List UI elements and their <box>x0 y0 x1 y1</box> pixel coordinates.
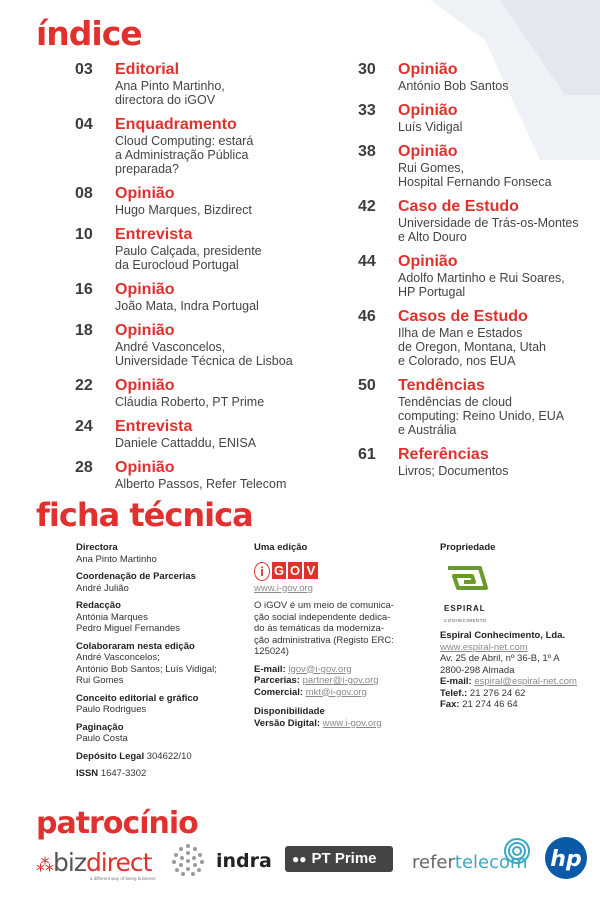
index-entry[interactable] <box>358 60 588 93</box>
section-description: Alberto Passos, Refer Telecom <box>115 477 287 491</box>
igov-site-link[interactable]: www.i-gov.org <box>254 582 313 594</box>
index-entry-body <box>398 252 588 299</box>
ptprime-logo <box>285 846 393 872</box>
section-description: João Mata, Indra Portugal <box>115 299 259 313</box>
page-number: 16 <box>75 281 93 298</box>
section-title: Casos de Estudo <box>398 308 528 325</box>
sponsor-dots-logo-icon <box>170 842 206 878</box>
section-title: Opinião <box>398 61 458 78</box>
igov-logo-letter: V <box>304 562 318 579</box>
index-entry-body <box>115 184 345 217</box>
page-number: 04 <box>75 116 93 133</box>
espiral-logo <box>444 564 595 627</box>
section-title: Referências <box>398 446 489 463</box>
page-number: 10 <box>75 226 93 243</box>
telefone-value: 21 276 24 62 <box>469 687 526 699</box>
sponsors-row <box>30 836 590 886</box>
section-description: Adolfo Martinho e Rui Soares, HP Portugal <box>398 271 565 299</box>
index-entry-body <box>398 60 588 93</box>
igov-email-row <box>254 664 429 676</box>
page-number: 08 <box>75 185 93 202</box>
section-description: Cloud Computing: estará a Administração Pública preparada? <box>115 134 254 176</box>
index-entry-body <box>398 101 588 134</box>
telefone-label: Telef.: <box>440 687 468 699</box>
staff-role: Redacção <box>76 600 121 611</box>
index-entry[interactable] <box>75 184 345 217</box>
staff-block <box>76 722 256 745</box>
page-number: 44 <box>358 253 376 270</box>
igov-logo-letter: G <box>273 562 285 578</box>
section-description: Luís Vidigal <box>398 120 463 134</box>
page-number: 22 <box>75 377 93 394</box>
section-title: Opinião <box>115 459 175 476</box>
igov-description: O iGOV é um meio de comunica- ção social independente dedica- do às temáticas da moderniza- ção administrativa (Registo ERC: 125024) <box>254 600 394 657</box>
section-description: Paulo Calçada, presidente da Eurocloud Portugal <box>115 244 262 272</box>
company-name: Espiral Conhecimento, Lda. <box>440 630 566 641</box>
index-entry[interactable] <box>358 101 588 134</box>
section-title: Opinião <box>398 253 458 270</box>
fax-row <box>440 699 595 711</box>
section-title: Opinião <box>398 143 458 160</box>
page-number: 18 <box>75 322 93 339</box>
hp-logo-text: hp <box>550 847 582 872</box>
section-title: Entrevista <box>115 418 193 435</box>
bizdirect-logo-part: biz <box>53 848 86 877</box>
patrocinio-heading: patrocínio <box>36 806 198 841</box>
index-entry-body <box>398 197 588 244</box>
disponibilidade-label: Disponibilidade <box>254 706 325 717</box>
espiral-logo-word: ESPIRAL <box>444 604 486 613</box>
staff-role: Conceito editorial e gráfico <box>76 692 199 704</box>
deposito-legal <box>76 751 256 763</box>
staff-block <box>76 542 256 565</box>
index-entry-body <box>115 115 345 176</box>
page-number: 33 <box>358 102 376 119</box>
staff-role: Paginação <box>76 721 124 733</box>
index-entry[interactable] <box>75 376 345 409</box>
bizdirect-logo <box>36 848 151 877</box>
espiral-spiral-icon <box>444 564 490 600</box>
index-entry-body <box>115 280 345 313</box>
section-title: Caso de Estudo <box>398 198 519 215</box>
index-entry[interactable] <box>75 321 345 368</box>
section-description: André Vasconcelos, Universidade Técnica de Lisboa <box>115 340 293 368</box>
ficha-column-edition <box>254 542 429 729</box>
page-number: 42 <box>358 198 376 215</box>
staff-names: Ana Pinto Martinho <box>76 553 157 565</box>
index-entry-body <box>115 60 345 107</box>
comercial-label: Comercial: <box>254 686 304 698</box>
igov-parcerias-row <box>254 675 429 687</box>
page-number: 46 <box>358 308 376 325</box>
index-entry[interactable] <box>75 280 345 313</box>
ficha-column-owner <box>440 542 595 711</box>
staff-role: Colaboraram nesta edição <box>76 640 195 652</box>
staff-block <box>76 641 256 687</box>
staff-names: André Vasconcelos; António Bob Santos; Luís Vidigal; Rui Gomes <box>76 652 217 686</box>
espiral-email-row <box>440 676 595 688</box>
index-entry-body <box>115 321 345 368</box>
index-entry-body <box>115 417 345 450</box>
igov-logo-letter: i <box>254 562 270 581</box>
page-number: 24 <box>75 418 93 435</box>
page-number: 03 <box>75 61 93 78</box>
issn <box>76 768 256 780</box>
igov-parcerias-link[interactable]: partner@i-gov.org <box>302 675 379 686</box>
indra-logo: indra <box>216 850 272 872</box>
section-description: Ana Pinto Martinho, directora do iGOV <box>115 79 225 107</box>
staff-names: Antónia Marques Pedro Miguel Fernandes <box>76 611 181 634</box>
telefone-row <box>440 688 595 700</box>
igov-email-link[interactable]: igov@i-gov.org <box>288 663 352 675</box>
section-title: Opinião <box>115 377 175 394</box>
index-entry[interactable] <box>75 458 345 491</box>
indice-heading: índice <box>36 14 142 53</box>
issn-value: 1647-3302 <box>100 768 147 779</box>
refer-logo-part: refer <box>412 852 455 873</box>
section-description: Livros; Documentos <box>398 464 509 478</box>
versao-label: Versão Digital: <box>254 717 320 729</box>
index-entry-body <box>115 376 345 409</box>
index-column-right <box>358 60 588 486</box>
index-entry-body <box>115 225 345 272</box>
company-address: Av. 25 de Abril, nº 36-B, 1º A 2800-298 Almada <box>440 653 560 676</box>
espiral-site-link[interactable]: www.espiral-net.com <box>440 641 528 653</box>
staff-role: Coordenação de Parcerias <box>76 571 196 582</box>
section-description: Tendências de cloud computing: Reino Unido, EUA e Austrália <box>398 395 565 437</box>
section-description: Rui Gomes, Hospital Fernando Fonseca <box>398 161 552 189</box>
staff-names: Paulo Rodrigues <box>76 704 147 715</box>
page-number: 28 <box>75 459 93 476</box>
email-label: E-mail: <box>254 663 286 675</box>
versao-digital-link[interactable]: www.i-gov.org <box>322 717 382 729</box>
refer-logo-part: telecom <box>454 852 528 873</box>
staff-block <box>76 600 256 635</box>
fax-label: Fax: <box>440 699 460 710</box>
igov-logo <box>254 562 429 581</box>
fax-value: 21 274 46 64 <box>462 699 518 710</box>
section-title: Tendências <box>398 377 485 394</box>
parcerias-label: Parcerias: <box>254 675 300 686</box>
index-entry-body <box>398 307 588 368</box>
bizdirect-dots-icon: ⁂ <box>36 855 53 876</box>
page-number: 50 <box>358 377 376 394</box>
index-entry[interactable] <box>75 60 345 107</box>
section-description: Universidade de Trás-os-Montes e Alto Douro <box>398 216 579 244</box>
bizdirect-tagline: a different way of being business <box>90 876 156 881</box>
index-entry-body <box>398 142 588 189</box>
section-title: Opinião <box>115 281 175 298</box>
page-number: 38 <box>358 143 376 160</box>
hp-logo <box>544 836 588 880</box>
index-entry[interactable] <box>358 197 588 244</box>
index-entry-body <box>115 458 345 491</box>
bizdirect-logo-part: direct <box>85 848 152 877</box>
index-entry-body <box>398 376 588 437</box>
staff-names: Paulo Costa <box>76 733 128 744</box>
index-column-left <box>75 60 345 499</box>
refer-rings-icon <box>500 836 534 866</box>
staff-names: André Julião <box>76 582 129 594</box>
staff-role: Directora <box>76 542 118 553</box>
index-entry[interactable] <box>75 417 345 450</box>
section-title: Opinião <box>398 102 458 119</box>
espiral-email-link[interactable]: espiral@espiral-net.com <box>474 676 577 687</box>
section-title: Opinião <box>115 185 175 202</box>
email-label: E-mail: <box>440 676 472 687</box>
section-title: Editorial <box>115 61 180 78</box>
deposito-value: 304622/10 <box>146 750 192 762</box>
index-entry[interactable] <box>358 445 588 478</box>
staff-block <box>76 571 256 594</box>
page-number: 61 <box>358 446 376 463</box>
ficha-tecnica-heading: ficha técnica <box>36 496 253 534</box>
section-description: Cláudia Roberto, PT Prime <box>115 395 265 409</box>
section-title: Entrevista <box>115 226 193 243</box>
section-description: Hugo Marques, Bizdirect <box>115 203 252 217</box>
section-title: Enquadramento <box>115 116 237 133</box>
page-number: 30 <box>358 61 376 78</box>
igov-logo-letter: O <box>289 562 301 578</box>
versao-digital-row <box>254 718 429 730</box>
index-entry[interactable] <box>358 142 588 189</box>
ptprime-dots-icon: ●● <box>292 852 307 866</box>
index-entry[interactable] <box>358 252 588 299</box>
staff-block <box>76 693 256 716</box>
propriedade-heading: Propriedade <box>440 542 496 553</box>
section-description: Ilha de Man e Estados de Oregon, Montana, Utah e Colorado, nos EUA <box>398 326 547 368</box>
section-description: Daniele Cattaddu, ENISA <box>115 436 257 450</box>
deposito-label: Depósito Legal <box>76 750 145 762</box>
ficha-column-staff <box>76 542 256 786</box>
issn-label: ISSN <box>76 768 99 779</box>
espiral-logo-sub: CONHECIMENTO <box>444 617 487 623</box>
igov-comercial-link[interactable]: mkt@i-gov.org <box>305 686 367 698</box>
index-entry-body <box>398 445 588 478</box>
index-entry[interactable] <box>75 225 345 272</box>
igov-comercial-row <box>254 687 429 699</box>
index-entry[interactable] <box>358 307 588 368</box>
section-description: António Bob Santos <box>398 79 509 93</box>
edition-heading: Uma edição <box>254 542 308 553</box>
index-entry[interactable] <box>75 115 345 176</box>
index-entry[interactable] <box>358 376 588 437</box>
ptprime-logo-text: PT Prime <box>311 850 377 867</box>
section-title: Opinião <box>115 322 175 339</box>
